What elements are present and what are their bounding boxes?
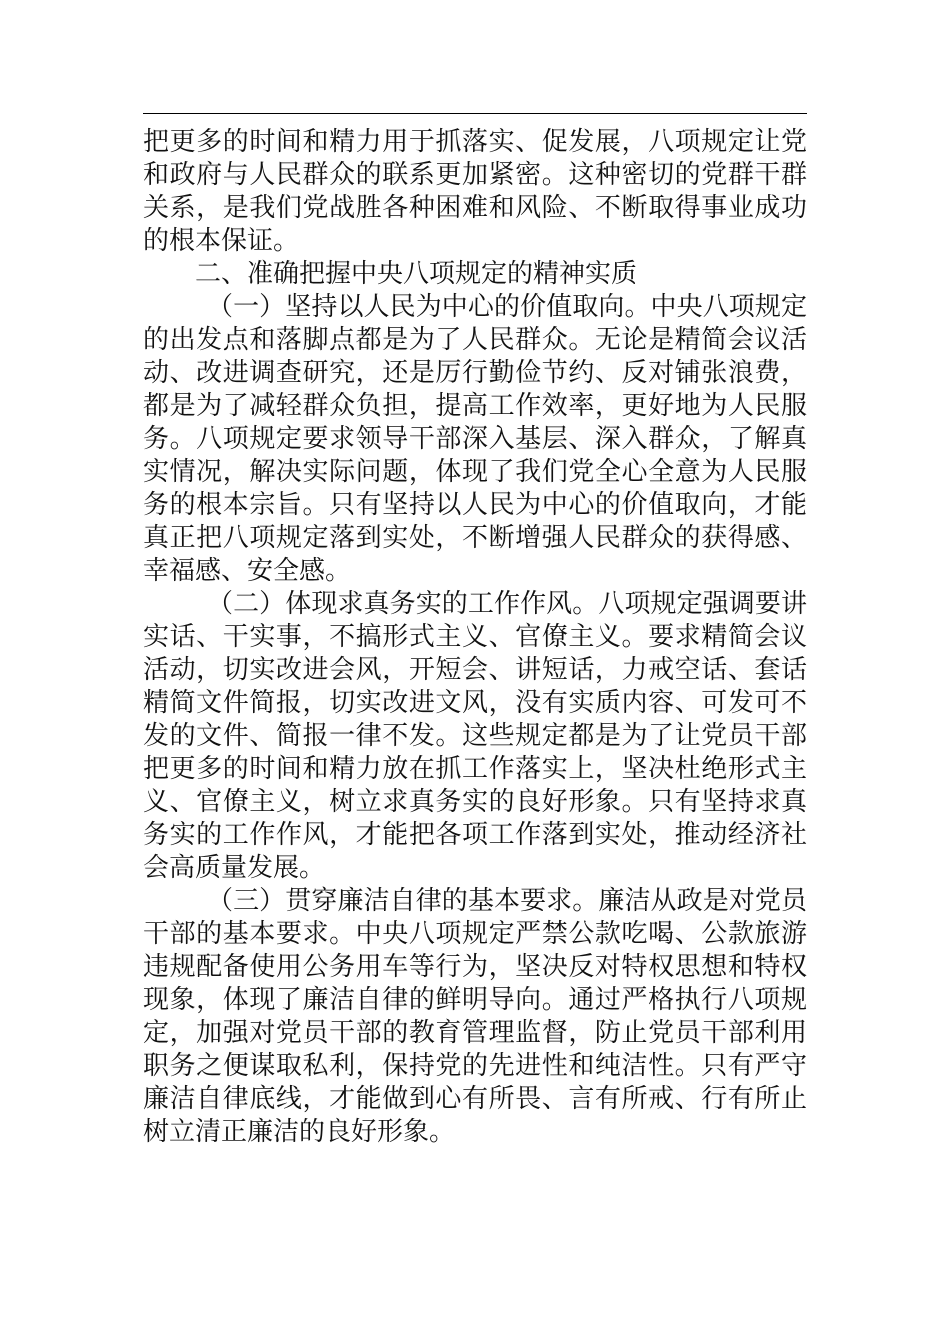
document-body [143,126,807,1149]
header-rule [143,113,807,114]
paragraph-point-1: （一）坚持以人民为中心的价值取向。中央八项规定的出发点和落脚点都是为了人民群众。无论是精简会议活动、改进调查研究，还是厉行勤俭节约、反对铺张浪费，都是为了减轻群众负担，提高工作效率，更好地为人民服务。八项规定要求领导干部深入基层、深入群众，了解真实情况，解决实际问题，体现了我们党全心全意为人民服务的根本宗旨。只有坚持以人民为中心的价值取向，才能真正把八项规定落到实处，不断增强人民群众的获得感、幸福感、安全感。 [143,292,807,586]
paragraph-point-3: （三）贯穿廉洁自律的基本要求。廉洁从政是对党员干部的基本要求。中央八项规定严禁公款吃喝、公款旅游违规配备使用公务用车等行为，坚决反对特权思想和特权现象，体现了廉洁自律的鲜明导向。通过严格执行八项规定，加强对党员干部的教育管理监督，防止党员干部利用职务之便谋取私利，保持党的先进性和纯洁性。只有严守廉洁自律底线，才能做到心有所畏、言有所戒、行有所止树立清正廉洁的良好形象。 [143,886,807,1147]
paragraph-point-2: （二）体现求真务实的工作作风。八项规定强调要讲实话、干实事，不搞形式主义、官僚主义。要求精简会议活动，切实改进会风，开短会、讲短话，力戒空话、套话精简文件简报，切实改进文风，没有实质内容、可发可不发的文件、简报一律不发。这些规定都是为了让党员干部把更多的时间和精力放在抓工作落实上，坚决杜绝形式主义、官僚主义，树立求真务实的良好形象。只有坚持求真务实的工作作风，才能把各项工作落到实处，推动经济社会高质量发展。 [143,589,807,883]
section-heading: 二、准确把握中央八项规定的精神实质 [195,259,638,289]
paragraph-continued: 把更多的时间和精力用于抓落实、促发展，八项规定让党和政府与人民群众的联系更加紧密。这种密切的党群干群关系，是我们党战胜各种困难和风险、不断取得事业成功的根本保证。 [143,127,807,256]
